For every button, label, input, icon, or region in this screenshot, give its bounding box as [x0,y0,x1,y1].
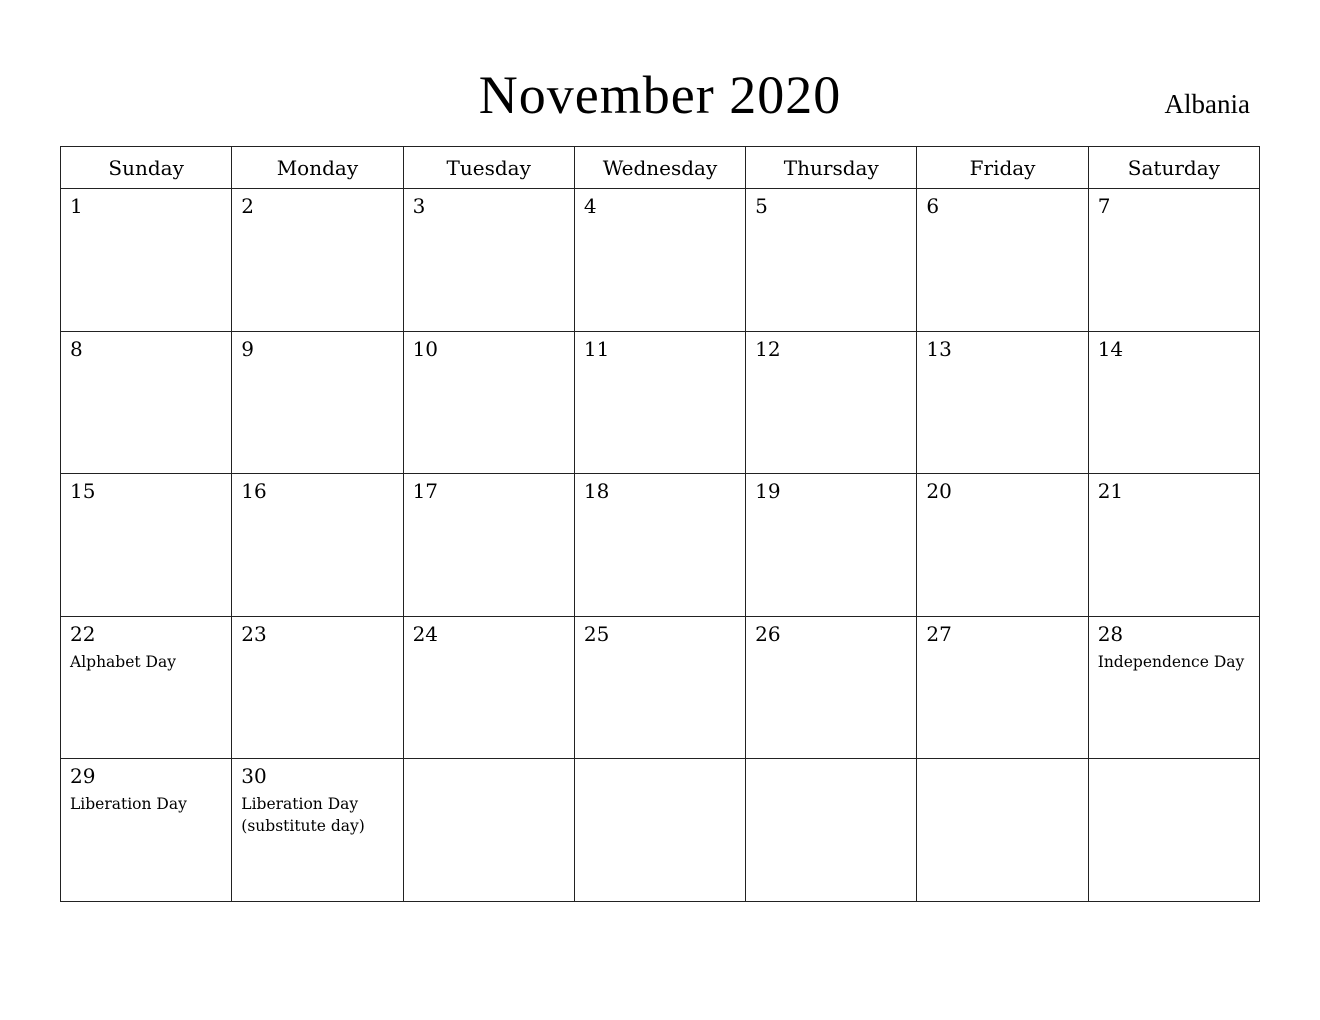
holiday-label: Independence Day [1097,652,1245,671]
day-cell-18 [575,474,746,617]
day-cell-30 [232,759,403,902]
weekday-header-friday: Friday [917,147,1088,189]
day-cell-15 [61,474,232,617]
day-cell-20 [917,474,1088,617]
day-number: 19 [755,479,781,504]
day-cell-25 [575,617,746,760]
country-label: Albania [1164,89,1250,119]
day-cell-22 [61,617,232,760]
day-number: 25 [583,621,610,646]
day-number: 22 [70,621,96,646]
day-number: 3 [412,194,426,218]
day-number: 23 [241,621,267,646]
day-number: 21 [1097,479,1124,504]
day-cell-7 [1089,189,1260,332]
day-number: 8 [70,336,83,361]
day-cell-2 [232,189,403,332]
holiday-label: Alphabet Day [70,652,176,671]
calendar-title: November 2020 [478,65,842,125]
day-number: 15 [70,479,96,504]
day-number: 11 [583,336,610,361]
empty-day-cell [575,759,746,902]
weekday-header-saturday: Saturday [1089,147,1260,189]
day-cell-26 [746,617,917,760]
day-cell-11 [575,332,746,475]
day-cell-12 [746,332,917,475]
weekday-header-tuesday: Tuesday [404,147,575,189]
day-cell-27 [917,617,1088,760]
day-number: 30 [241,764,267,789]
day-number: 6 [926,194,940,218]
weekday-header-sunday: Sunday [61,147,232,189]
day-cell-13 [917,332,1088,475]
day-cell-17 [404,474,575,617]
empty-day-cell [746,759,917,902]
weekday-header-monday: Monday [232,147,403,189]
day-number: 13 [926,336,952,361]
day-cell-23 [232,617,403,760]
day-cell-21 [1089,474,1260,617]
day-cell-28 [1089,617,1260,760]
day-cell-10 [404,332,575,475]
day-cell-19 [746,474,917,617]
day-number: 12 [755,336,781,361]
day-cell-3 [404,189,575,332]
holiday-label: Liberation Day (substitute day) [241,795,365,836]
empty-day-cell [1089,759,1260,902]
empty-day-cell [917,759,1088,902]
day-number: 4 [583,194,597,218]
day-number: 27 [926,621,952,646]
day-cell-6 [917,189,1088,332]
day-cell-29 [61,759,232,902]
day-cell-24 [404,617,575,760]
holiday-label: Liberation Day [70,795,187,814]
day-cell-14 [1089,332,1260,475]
empty-day-cell [404,759,575,902]
calendar-grid [60,146,1260,902]
day-number: 7 [1097,194,1111,218]
day-number: 1 [70,194,83,218]
day-number: 14 [1097,336,1124,361]
weekday-header-thursday: Thursday [746,147,917,189]
day-number: 26 [755,621,781,646]
day-cell-4 [575,189,746,332]
day-number: 2 [241,194,255,218]
weekday-header-wednesday: Wednesday [575,147,746,189]
day-number: 10 [412,336,439,361]
day-cell-1 [61,189,232,332]
day-cell-5 [746,189,917,332]
day-cell-16 [232,474,403,617]
day-number: 17 [412,479,439,504]
day-number: 29 [70,764,96,789]
day-number: 28 [1097,621,1124,646]
day-number: 5 [755,194,768,218]
day-number: 16 [241,479,267,504]
day-number: 9 [241,336,255,361]
day-cell-8 [61,332,232,475]
day-number: 20 [926,479,952,504]
day-cell-9 [232,332,403,475]
day-number: 24 [412,621,439,646]
day-number: 18 [583,479,610,504]
